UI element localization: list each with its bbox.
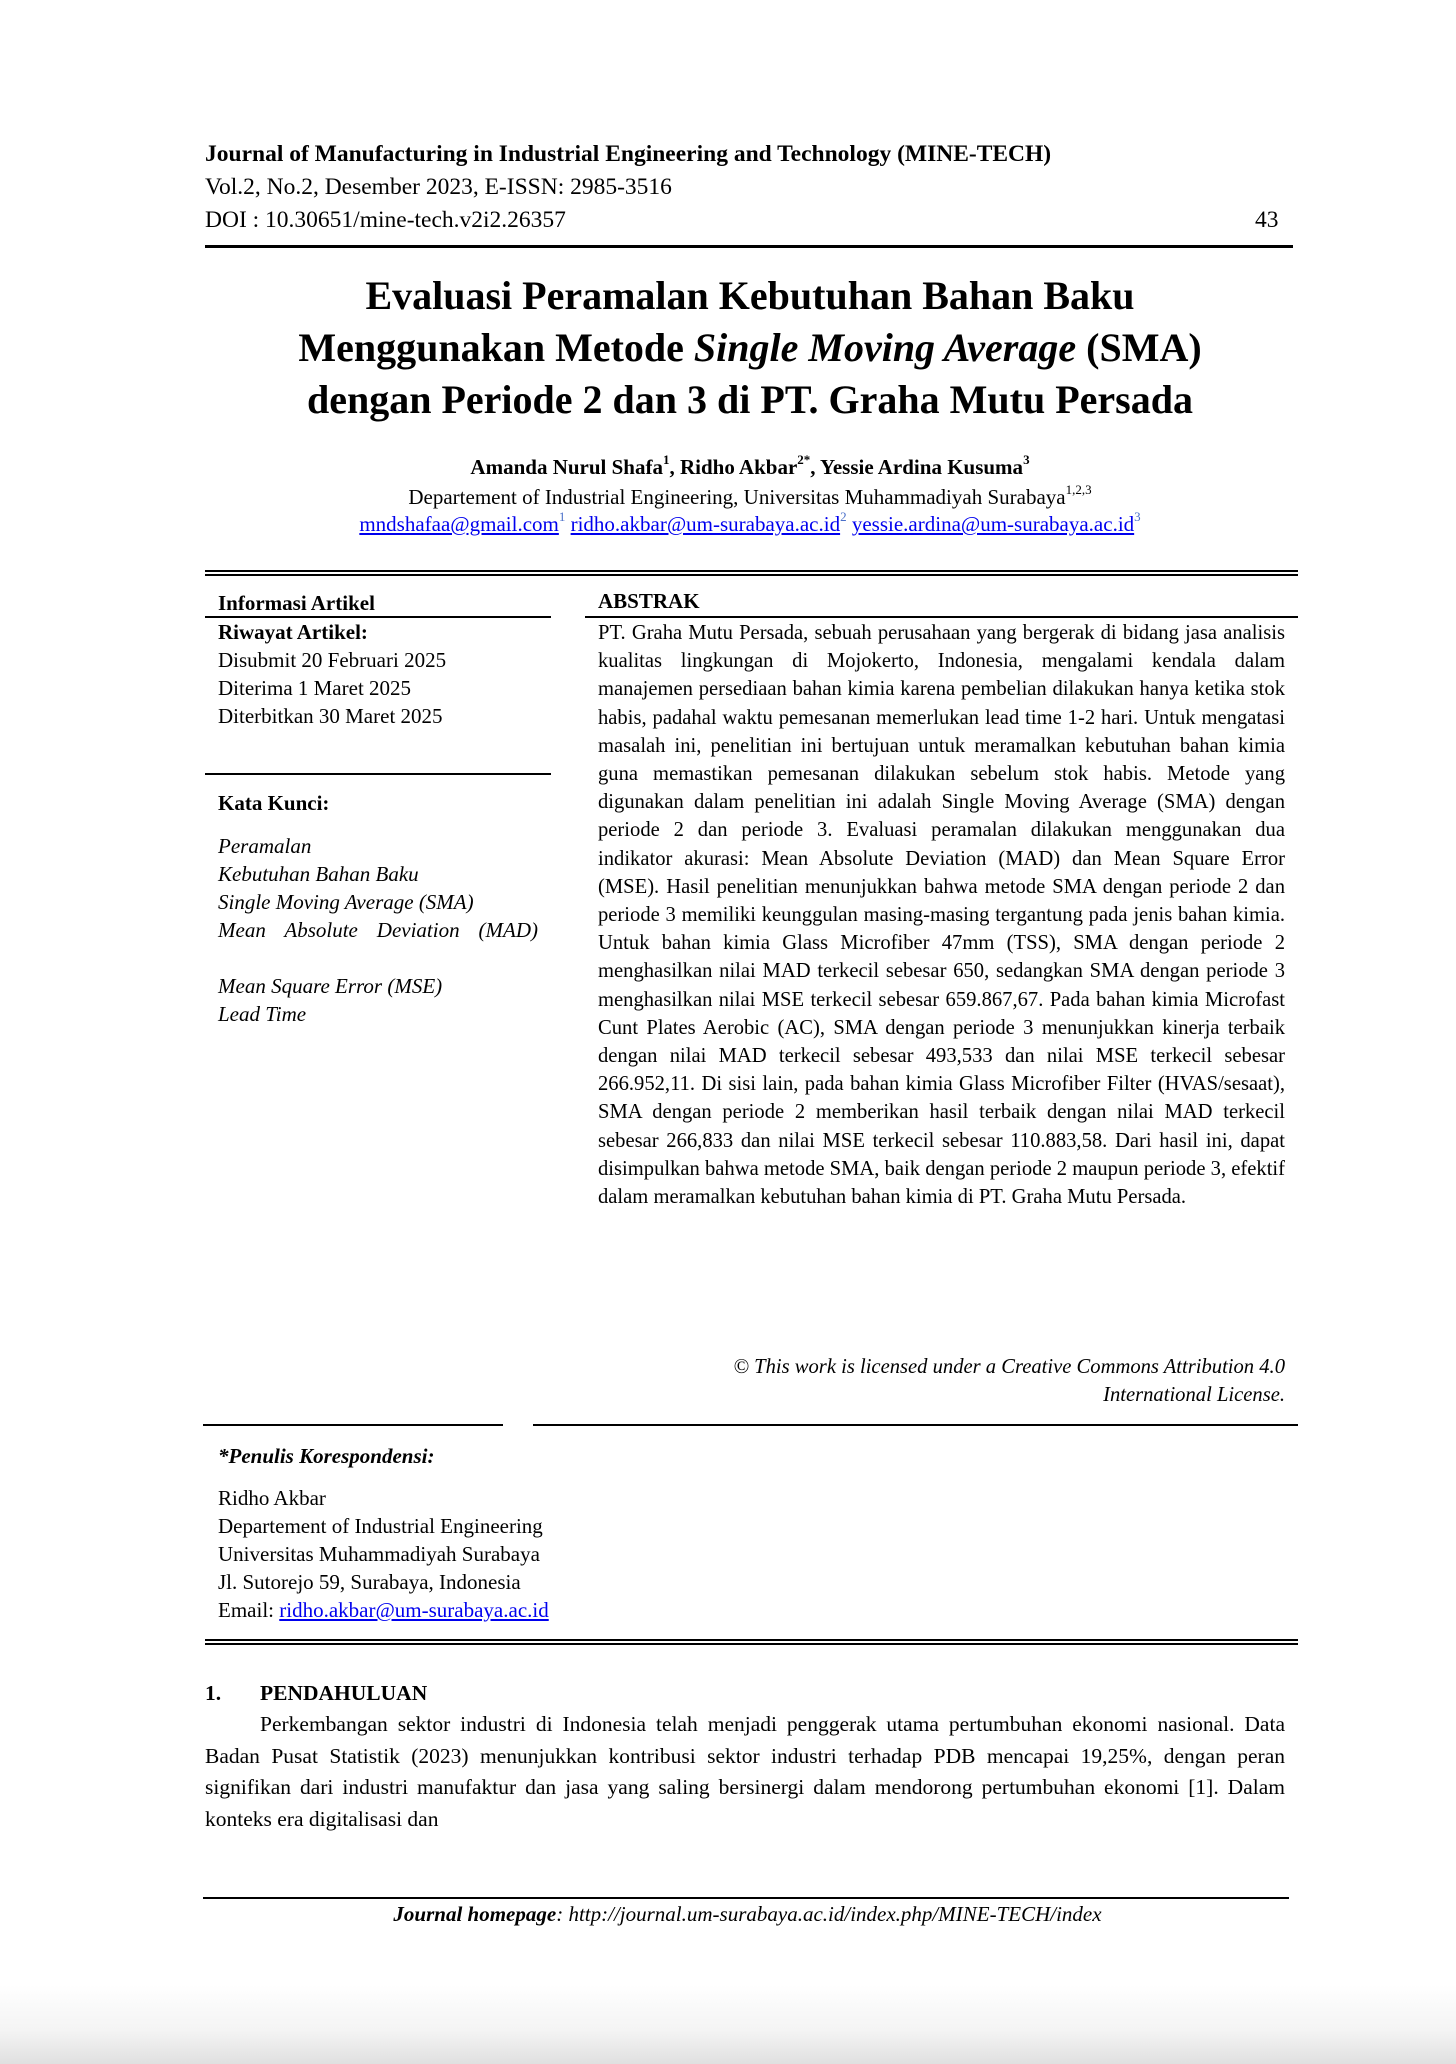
author-name: Ridho Akbar <box>679 455 798 479</box>
license-line: © This work is licensed under a Creative Commons Attribution 4.0 <box>733 1356 1285 1378</box>
section-body: Perkembangan sektor industri di Indonesia telah menjadi penggerak utama pertumbuhan ekonomi nasional. Data Badan Pusat Statistik (2023) menunjukkan kontribusi sektor industri terhadap PDB mencapai 19,25%, dengan peran signifikan dari industri manufaktur dan jasa yang saling bersinergi dalam mendorong pertumbuhan ekonomi [1]. Dalam konteks era digitalisasi dan <box>205 1712 1285 1831</box>
paper-title <box>205 270 1295 426</box>
keyword: Peramalan <box>218 834 312 858</box>
email-link[interactable]: mndshafaa@gmail.com <box>359 512 559 536</box>
double-rule-bottom <box>205 1643 1298 1645</box>
affiliation-sup: 1,2,3 <box>1065 482 1092 497</box>
history-submitted: Disubmit 20 Februari 2025 <box>218 648 447 672</box>
volume-info: Vol.2, No.2, Desember 2023, E-ISSN: 2985-3516 <box>205 174 672 200</box>
keyword: Single Moving Average (SMA) <box>218 890 474 914</box>
abstract-rule <box>585 616 1298 618</box>
correspondence-heading: *Penulis Korespondensi: <box>218 1444 435 1468</box>
keywords-label: Kata Kunci: <box>218 791 330 815</box>
affiliation-text: Departement of Industrial Engineering, Universitas Muhammadiyah Surabaya <box>408 485 1066 509</box>
history-accepted: Diterima 1 Maret 2025 <box>218 676 412 700</box>
license-notice <box>598 1353 1285 1409</box>
article-info-heading: Informasi Artikel <box>218 591 375 615</box>
journal-title: Journal of Manufacturing in Industrial Engineering and Technology (MINE-TECH) <box>205 141 1052 167</box>
history-published: Diterbitkan 30 Maret 2025 <box>218 704 443 728</box>
correspondence-address: Jl. Sutorejo 59, Surabaya, Indonesia <box>218 1570 521 1594</box>
author-list <box>205 452 1295 480</box>
correspondence-email <box>218 1596 549 1624</box>
email-sup: 1 <box>558 509 566 524</box>
page-number: 43 <box>1255 207 1279 233</box>
correspondence-name: Ridho Akbar <box>218 1486 326 1510</box>
correspondence-rule-left <box>203 1424 503 1426</box>
double-rule-bottom <box>205 574 1298 576</box>
keyword: Lead Time <box>218 1002 307 1026</box>
correspondence-university: Universitas Muhammadiyah Surabaya <box>218 1542 540 1566</box>
title-line-2 <box>205 322 1295 374</box>
keyword: Kebutuhan Bahan Baku <box>218 862 419 886</box>
separator: , <box>669 455 680 479</box>
author-name: Amanda Nurul Shafa <box>470 455 663 479</box>
homepage-label: Journal homepage <box>393 1902 557 1926</box>
section-heading <box>205 1681 427 1706</box>
title-italic: Single Moving Average <box>693 325 1077 370</box>
email-link[interactable]: yessie.ardina@um-surabaya.ac.id <box>851 512 1135 536</box>
author-sup: 3 <box>1023 452 1030 467</box>
section-number: 1. <box>205 1681 222 1705</box>
license-line: International License. <box>1103 1384 1285 1407</box>
author-sup: 2* <box>797 452 811 467</box>
affiliation <box>205 482 1295 510</box>
keyword: Mean Square Error (MSE) <box>218 974 443 998</box>
footer-rule <box>203 1897 1289 1899</box>
section-title: PENDAHULUAN <box>260 1681 428 1705</box>
history-label: Riwayat Artikel: <box>218 620 368 644</box>
author-sup: 1 <box>662 452 670 467</box>
title-line-1: Evaluasi Peramalan Kebutuhan Bahan Baku <box>365 273 1135 318</box>
correspondence-rule-right <box>533 1424 1298 1426</box>
separator: , <box>810 455 821 479</box>
header-rule <box>205 245 1293 248</box>
email-label: Email: <box>218 1598 280 1622</box>
abstract-heading: ABSTRAK <box>598 589 700 613</box>
author-emails <box>205 509 1295 537</box>
correspondence-dept: Departement of Industrial Engineering <box>218 1514 543 1538</box>
homepage-url[interactable]: http://journal.um-surabaya.ac.id/index.php/MINE-TECH/index <box>568 1902 1102 1926</box>
title-text: Menggunakan Metode <box>298 325 694 370</box>
author-name: Yessie Ardina Kusuma <box>820 455 1024 479</box>
keywords-rule <box>205 773 551 775</box>
doi: DOI : 10.30651/mine-tech.v2i2.26357 <box>205 207 566 233</box>
keyword <box>218 916 538 944</box>
email-sup: 3 <box>1134 509 1141 524</box>
journal-homepage <box>205 1902 1290 1927</box>
email-link[interactable]: ridho.akbar@um-surabaya.ac.id <box>570 512 841 536</box>
email-sup: 2 <box>840 509 847 524</box>
double-rule-top <box>205 570 1298 572</box>
title-text: (SMA) <box>1076 325 1202 370</box>
keyword-text: Mean Absolute Deviation (MAD) <box>218 918 538 942</box>
title-line-3: dengan Periode 2 dan 3 di PT. Graha Mutu Persada <box>307 377 1193 422</box>
colon: : <box>556 1902 569 1926</box>
correspondence-email-link[interactable]: ridho.akbar@um-surabaya.ac.id <box>279 1598 549 1622</box>
abstract-text: PT. Graha Mutu Persada, sebuah perusahaan yang bergerak di bidang jasa analisis kualitas lingkungan di Mojokerto, Indonesia, mengalami kendala dalam manajemen persediaan bahan kimia karena pembelian dilakukan hanya ketika stok habis, padahal waktu pemesanan memerlukan lead time 1-2 hari. Untuk mengatasi masalah ini, penelitian ini bertujuan untuk meramalkan kebutuhan bahan kimia guna memastikan pemesanan dilakukan sebelum stok habis. Metode yang digunakan dalam penelitian ini adalah Single Moving Average (SMA) dengan periode 2 dan periode 3. Evaluasi peramalan dilakukan menggunakan dua indikator akurasi: Mean Absolute Deviation (MAD) dan Mean Square Error (MSE). Hasil penelitian menunjukkan bahwa metode SMA dengan periode 2 dan periode 3 memiliki keunggulan masing-masing tergantung pada jenis bahan kimia. Untuk bahan kimia Glass Microfiber 47mm (TSS), SMA dengan periode 2 menghasilkan nilai MAD terkecil sebesar 650, sedangkan SMA dengan periode 3 menghasilkan nilai MSE terkecil sebesar 659.867,67. Pada bahan kimia Microfast Cunt Plates Aerobic (AC), SMA dengan periode 3 menunjukkan kinerja terbaik dengan nilai MAD terkecil sebesar 493,533 dan nilai MSE terkecil sebesar 266.952,11. Di sisi lain, pada bahan kimia Glass Microfiber Filter (HVAS/sesaat), SMA dengan periode 2 memberikan hasil terbaik dengan nilai MAD terkecil sebesar 266,833 dan nilai MSE terkecil sebesar 110.883,58. Dari hasil ini, dapat disimpulkan bahwa metode SMA, baik dengan periode 2 maupun periode 3, efektif dalam meramalkan kebutuhan bahan kimia di PT. Graha Mutu Persada. <box>598 622 1285 1209</box>
double-rule-top <box>205 1639 1298 1641</box>
